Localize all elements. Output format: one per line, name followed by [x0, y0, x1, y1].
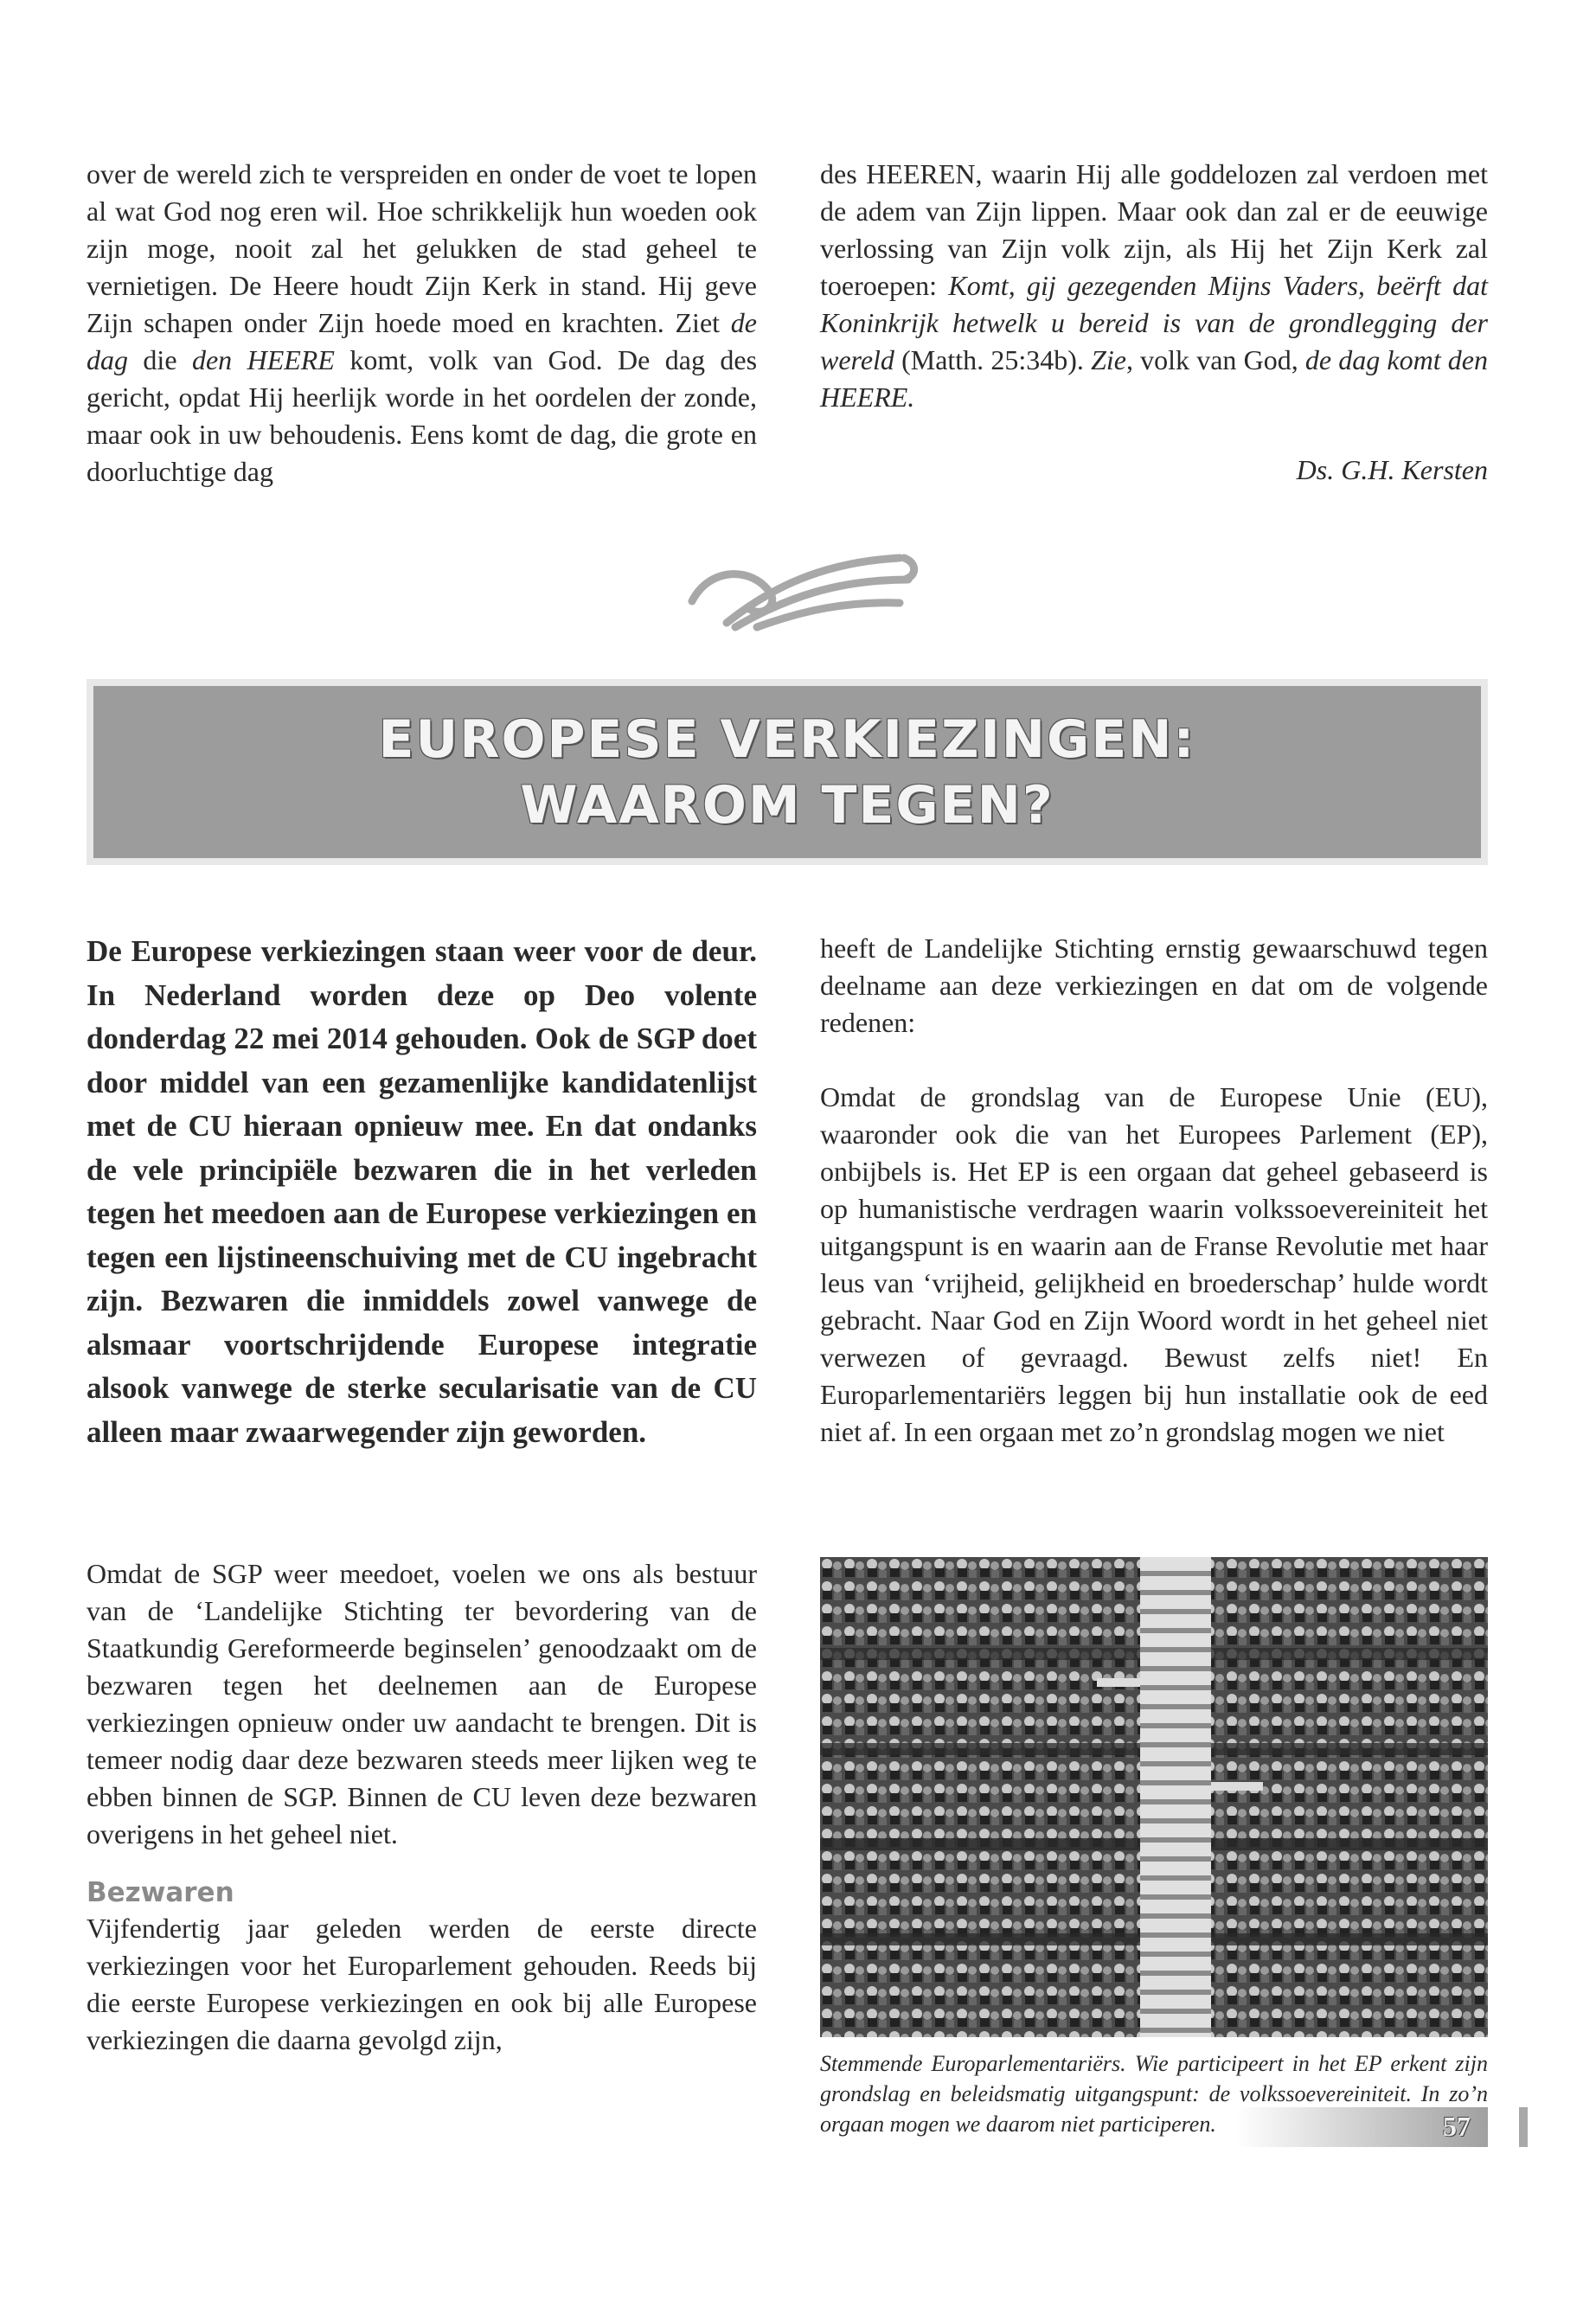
left-body-paragraph: Omdat de SGP weer meedoet, voelen we ons als bestuur van de ‘Landelijke Stichting ter bevordering van de Staatkundig Gereformeerde beginselen’ genoodzaakt om de bezwaren tegen het deelnemen aan de Europese verkiezingen opnieuw onder uw aandacht te brengen. Dit is temeer nodig daar deze bezwaren steeds meer lijken weg te ebben binnen de SGP. Binnen de CU leven deze bezwaren overigens in het geheel niet.: [87, 1558, 757, 1849]
top-right-column: [820, 156, 1488, 416]
page-number: 57: [1443, 2111, 1471, 2142]
right-body-paragraph-1: heeft de Landelijke Stichting ernstig gewaarschuwd tegen deelname aan deze verkiezingen en dat om de volgende redenen:: [820, 933, 1488, 1038]
page-number-tick: [1519, 2107, 1528, 2147]
left-body-paragraph-2: Vijfendertig jaar geleden werden de eerste directe verkiezingen voor het Europarlement gehouden. Reeds bij die eerste Europese verkiezingen en ook bij alle Europese verkiezingen die daarna gevolgd zijn,: [87, 1913, 757, 2055]
author-signature: Ds. G.H. Kersten: [1296, 454, 1488, 485]
top-left-column: [87, 156, 757, 490]
top-right-paragraph: des HEEREN, waarin Hij alle goddelozen zal verdoen met de adem van Zijn lippen. Maar ook dan zal er de eeuwige verlossing van Zijn volk zijn, als Hij het Zijn Kerk zal toeroepen: Komt, gij gezegenden Mijns Vaders, beërft dat Koninkrijk hetwelk u bereid is van de grondlegging der wereld (Matth. 25:34b). Zie, volk van God, de dag komt den HEERE.: [820, 158, 1489, 413]
subhead-bezwaren: Bezwaren: [87, 1877, 234, 1908]
parliament-photo-image: [820, 1557, 1488, 2037]
parliament-photo: [820, 1557, 1488, 2037]
article-title-line1: EUROPESE VERKIEZINGEN:: [378, 708, 1196, 770]
left-body-column: [87, 1555, 757, 2059]
lead-column: [87, 930, 757, 1454]
right-body-paragraph-2: Omdat de grondslag van de Europese Unie (EU), waaronder ook die van het Europees Parlement (EP), onbijbels is. Het EP is een orgaan dat geheel gebaseerd is op humanistische verdragen waarin volkssoevereiniteit het uitgangspunt is en waarin aan de Franse Revolutie met haar leus van ‘vrijheid, gelijkheid en broederschap’ hulde wordt gebracht. Naar God en Zijn Woord wordt in het geheel niet verwezen of gevraagd. Bewust zelfs niet! En Europarlementariërs leggen bij hun installatie ook de eed niet af. In een orgaan met zo’n grondslag mogen we niet: [820, 1081, 1488, 1447]
lead-paragraph: De Europese verkiezingen staan weer voor de deur. In Nederland worden deze op Deo volente donderdag 22 mei 2014 gehouden. Ook de SGP doet door middel van een gezamenlijke kandidatenlijst met de CU hieraan opnieuw mee. En dat ondanks de vele principiële bezwaren die in het verleden tegen het meedoen aan de Europese verkiezingen en tegen een lijstineenschuiving met de CU ingebracht zijn. Bezwaren die inmiddels zowel vanwege de alsmaar voortschrijdende Europese integratie alsook vanwege de sterke secularisatie van de CU alleen maar zwaarwegender zijn geworden.: [87, 934, 757, 1449]
photo-caption: Stemmende Europarlementariërs. Wie participeert in het EP erkent zijn grondslag en beleidsmatig uitgangspunt: de volkssoevereiniteit. In zo’n orgaan mogen we daarom niet participeren.: [820, 2051, 1488, 2137]
article-title-box: [87, 679, 1488, 865]
article-title-inner: [93, 686, 1481, 858]
right-body-column: [820, 930, 1488, 1451]
top-left-paragraph: over de wereld zich te verspreiden en onder de voet te lopen al wat God nog eren wil. Hoe schrikkelijk hun woeden ook zijn moge, nooit zal het gelukken de stad geheel te vernietigen. De Heere houdt Zijn Kerk in stand. Hij geve Zijn schapen onder Zijn hoede moed en krachten. Ziet de dag die den HEERE komt, volk van God. De dag des gericht, opdat Hij heerlijk worde in het oordelen der zonde, maar ook in uw behoudenis. Eens komt de dag, die grote en doorluchtige dag: [87, 158, 758, 487]
swirl-ornament-icon: [675, 541, 926, 636]
article-title-line2: WAAROM TEGEN?: [520, 774, 1054, 836]
page-number-bar: [1237, 2107, 1488, 2147]
